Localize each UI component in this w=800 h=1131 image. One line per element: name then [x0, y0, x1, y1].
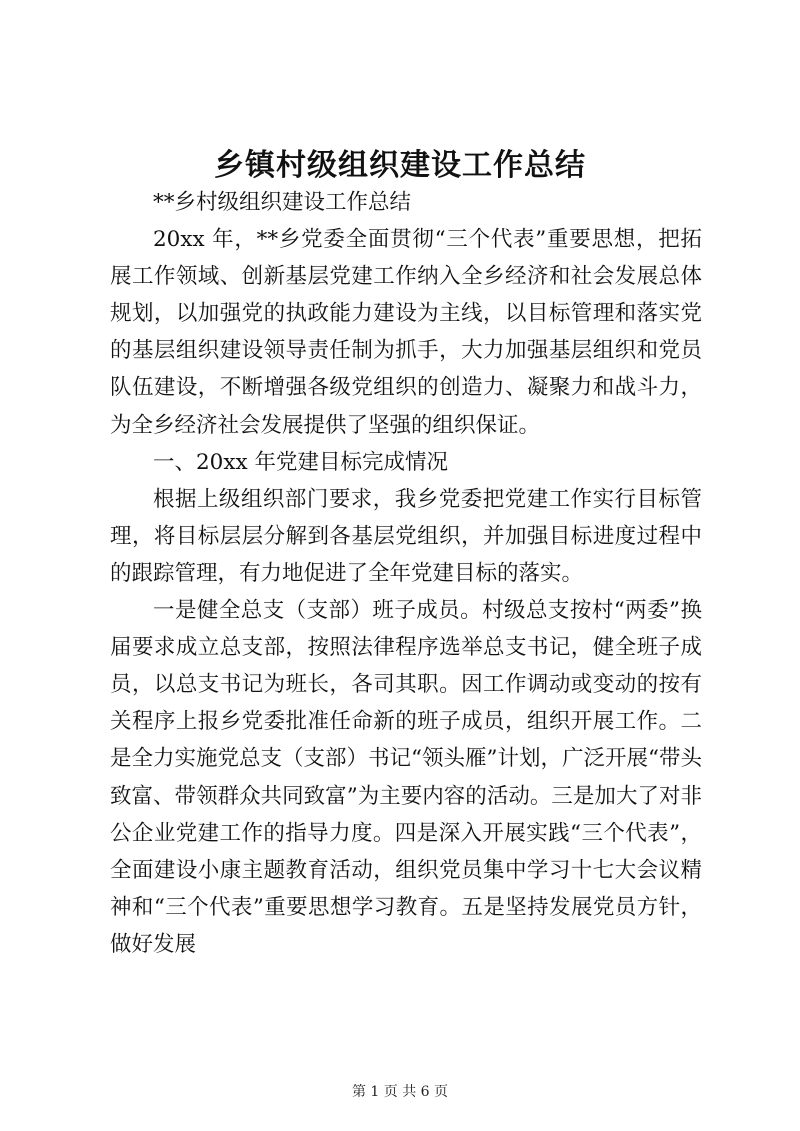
- subtitle-paragraph: **乡村级组织建设工作总结: [153, 190, 412, 215]
- body-paragraph: 根据上级组织部门要求，我乡党委把党建工作实行目标管理，将目标层层分解到各基层党组织，并加强目标进度过程中的跟踪管理，有力地促进了全年党建目标的落实。: [110, 486, 702, 586]
- page-footer: 第 1 页 共 6 页: [351, 1084, 449, 1100]
- document-body: [110, 184, 702, 963]
- body-paragraph: 一是健全总支（支部）班子成员。村级总支按村“两委”换届要求成立总支部，按照法律程序选举总支书记，健全班子成员，以总支书记为班长，各司其职。因工作调动或变动的按有关程序上报乡党委批准任命新的班子成员，组织开展工作。二是全力实施党总支（支部）书记“领头雁”计划，广泛开展“带头致富、带领群众共同致富”为主要内容的活动。三是加大了对非公企业党建工作的指导力度。四是深入开展实践“三个代表”，全面建设小康主题教育活动，组织党员集中学习十七大会议精神和“三个代表”重要思想学习教育。五是坚持发展党员方针，做好发展: [110, 598, 702, 957]
- document-title: 乡镇村级组织建设工作总结: [214, 148, 586, 183]
- section-heading: 一、20xx 年党建目标完成情况: [153, 449, 448, 475]
- intro-paragraph: 20xx 年，**乡党委全面贯彻“三个代表”重要思想，把拓展工作领域、创新基层党建工作纳入全乡经济和社会发展总体规划，以加强党的执政能力建设为主线，以目标管理和落实党的基层组织建设领导责任制为抓手，大力加强基层组织和党员队伍建设，不断增强各级党组织的创造力、凝聚力和战斗力，为全乡经济社会发展提供了坚强的组织保证。: [110, 227, 702, 438]
